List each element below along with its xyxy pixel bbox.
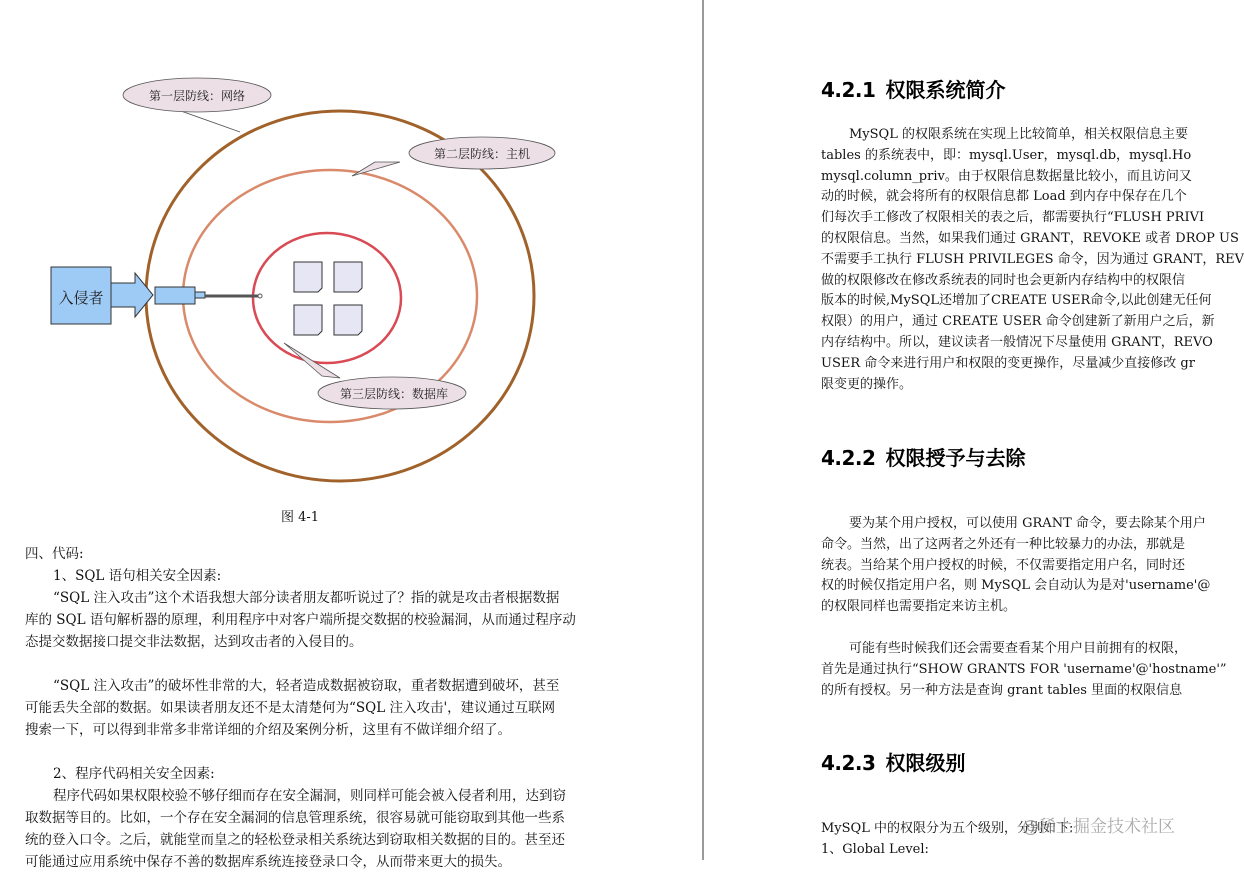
paragraph-line: 要为某个用户授权，可以使用 GRANT 命令，要去除某个用户 [849,516,1206,531]
paragraph-line: 1、Global Level: [821,841,929,857]
watermark: @稀土掘金技术社区 [1022,817,1175,837]
section-heading-code: 四、代码: [25,546,84,562]
paragraph-line: “SQL 注入攻击”的破坏性非常的大，轻者造成数据被窃取，重者数据遭到破坏，甚至 [53,678,560,694]
section-422-body-2 [821,639,1227,701]
section-421-body [821,125,1244,395]
paragraph-line: USER 命令来进行用户和权限的变更操作，尽量减少直接修改 gr [821,355,1195,371]
paragraph-line: 库的 SQL 语句解析器的原理，利用程序中对客户端所提交数据的校验漏洞，从而通过程序动 [25,612,576,628]
paragraph-line: tables 的系统表中，即：mysql.User，mysql.db，mysql.Ho [821,147,1192,163]
paragraph-line: 动的时候，就会将所有的权限信息都 Load 到内存中保存在几个 [821,189,1187,205]
paragraph-line: 不需要手工执行 FLUSH PRIVILEGES 命令，因为通过 GRANT，REV [821,251,1244,267]
figure-caption: 图 4-1 [280,510,320,525]
subheading-sql: 1、SQL 语句相关安全因素: [53,568,222,584]
paragraph-line: mysql.column_priv。由于权限信息数据量比较小，而且访问又 [821,168,1192,184]
right-page [704,0,1244,860]
paragraph-line: 统表。当给某个用户授权的时候，不仅需要指定用户名，同时还 [821,557,1186,573]
section-title-422: 4.2.2 权限授予与去除 [821,446,1026,470]
paragraph-line: 的权限同样也需要指定来访主机。 [821,599,1017,615]
paragraph-line: 命令。当然，出了这两者之外还有一种比较暴力的办法，那就是 [821,536,1186,552]
paragraph-line: 版本的时候,MySQL还增加了CREATE USER命令,以此创建无任何 [821,293,1212,309]
paragraph-line: 首先是通过执行“SHOW GRANTS FOR 'username'@'hostname'” [821,661,1227,677]
svg-text:第三层防线：数据库: 第三层防线：数据库 [339,387,449,401]
paragraph-line: 取数据等目的。比如，一个存在安全漏洞的信息管理系统，很容易就可能窃取到其他一些系 [25,810,565,826]
paragraph-line: MySQL 中的权限分为五个级别，分别如下: [821,821,1074,836]
svg-text:入侵者: 入侵者 [58,289,104,307]
paragraph-line: 可能通过应用系统中保存不善的数据库系统连接登录口令，从而带来更大的损失。 [25,854,511,870]
paragraph-line: 可能丢失全部的数据。如果读者朋友还不是太清楚何为“SQL 注入攻击'，建议通过互联网 [25,700,556,716]
paragraph-line: 统的登入口令。之后，就能堂而皇之的轻松登录相关系统达到窃取相关数据的目的。甚至还 [25,832,565,848]
paragraph-line: 的权限信息。当然，如果我们通过 GRANT，REVOKE 或者 DROP US [821,230,1239,246]
paragraph-line: 程序代码如果权限校验不够仔细而存在安全漏洞，则同样可能会被入侵者利用，达到窃 [53,788,566,804]
paragraph-line: 权的时候仅指定用户名，则 MySQL 会自动认为是对'username'@ [821,578,1211,594]
svg-text:第二层防线：主机: 第二层防线：主机 [433,147,531,161]
paragraph-line: 限变更的操作。 [821,376,913,392]
section-title-421: 4.2.1 权限系统简介 [821,78,1006,102]
section-title-423: 4.2.3 权限级别 [821,751,966,775]
paragraph-line: 做的权限修改在修改系统表的同时也会更新内存结构中的权限信 [821,272,1186,288]
section-422-body-1 [821,514,1210,618]
paragraph-line: 搜索一下，可以得到非常多非常详细的介绍及案例分析，这里有不做详细介绍了。 [25,722,511,738]
svg-text:第一层防线：网络: 第一层防线：网络 [148,89,246,103]
paragraph-line: 权限）的用户，通过 CREATE USER 命令创建新了新用户之后，新 [821,314,1215,330]
defense-layers-diagram [0,60,600,500]
database-document-icons [294,262,362,335]
paragraph-line: MySQL 的权限系统在实现上比较简单，相关权限信息主要 [849,127,1188,142]
attack-tool-box [155,287,195,304]
paragraph-line: 内存结构中。所以，建议读者一般情况下尽量使用 GRANT，REVO [821,334,1213,350]
left-body-text [25,543,585,873]
paragraph-line: 们每次手工修改了权限相关的表之后，都需要执行“FLUSH PRIVI [821,210,1205,226]
inner-ring-database [253,233,401,363]
paragraph-line: 的所有授权。另一种方法是查询 grant tables 里面的权限信息 [821,682,1183,698]
paragraph-line: 可能有些时候我们还会需要查看某个用户目前拥有的权限， [849,641,1188,656]
paragraph-line: 态提交数据接口提交非法数据，达到攻击者的入侵目的。 [25,634,363,650]
subheading-program-code: 2、程序代码相关安全因素: [53,766,215,782]
paragraph-line: “SQL 注入攻击”这个术语我想大部分读者朋友都听说过了？指的就是攻击者根据数据 [53,590,560,606]
